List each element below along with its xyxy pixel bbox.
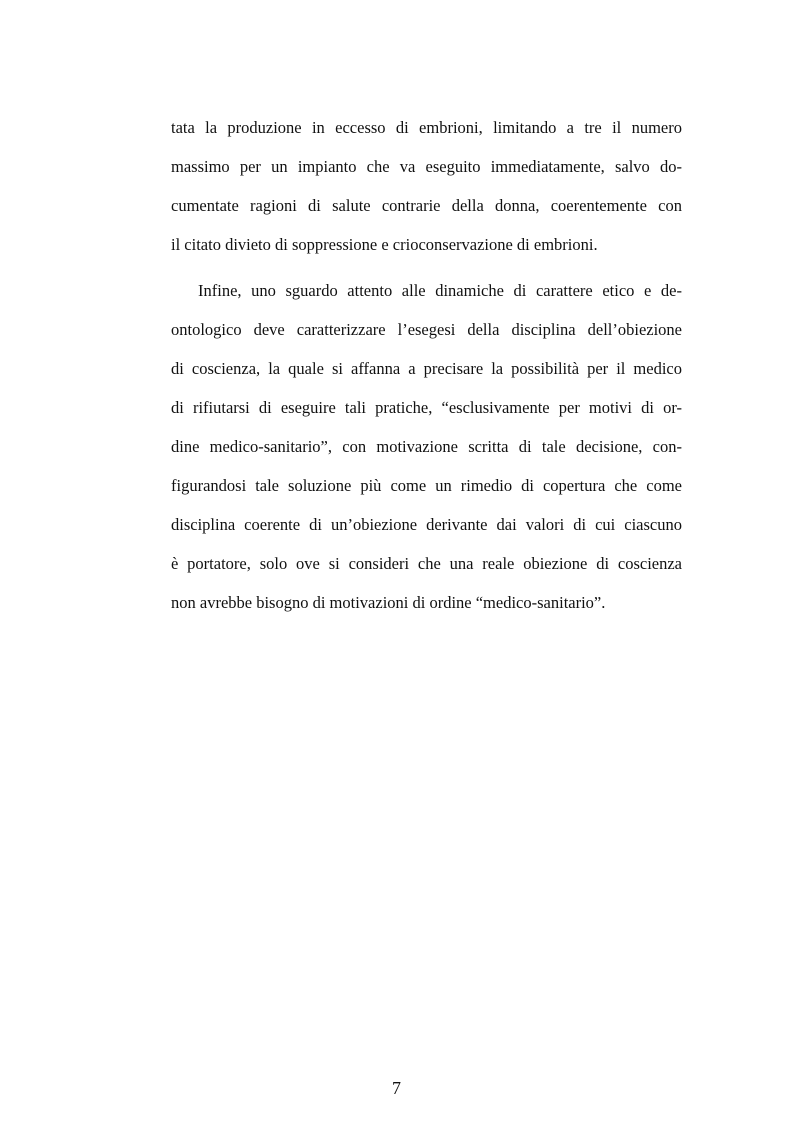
text-line: di coscienza, la quale si affanna a precisare la possibilità per il medico [171, 359, 682, 378]
text-line: dine medico-sanitario”, con motivazione scritta di tale decisione, con- [171, 437, 682, 456]
text-line: ontologico deve caratterizzare l’esegesi della disciplina dell’obiezione [171, 320, 682, 339]
text-line: Infine, uno sguardo attento alle dinamiche di carattere etico e de- [198, 281, 682, 300]
body-text [171, 108, 682, 622]
text-line: di rifiutarsi di eseguire tali pratiche, “esclusivamente per motivi di or- [171, 398, 682, 417]
text-line: tata la produzione in eccesso di embrioni, limitando a tre il numero [171, 118, 682, 137]
page-number: 7 [392, 1078, 401, 1098]
paragraph-spacer [171, 264, 682, 271]
text-line: figurandosi tale soluzione più come un rimedio di copertura che come [171, 476, 682, 495]
text-line: è portatore, solo ove si consideri che una reale obiezione di coscienza [171, 554, 682, 573]
text-line: disciplina coerente di un’obiezione derivante dai valori di cui ciascuno [171, 515, 682, 534]
paragraph [171, 271, 682, 622]
text-line: cumentate ragioni di salute contrarie della donna, coerentemente con [171, 196, 682, 215]
text-line: non avrebbe bisogno di motivazioni di ordine “medico-sanitario”. [171, 593, 606, 612]
text-line: massimo per un impianto che va eseguito immediatamente, salvo do- [171, 157, 682, 176]
text-line: il citato divieto di soppressione e crioconservazione di embrioni. [171, 235, 598, 254]
paragraph [171, 108, 682, 264]
